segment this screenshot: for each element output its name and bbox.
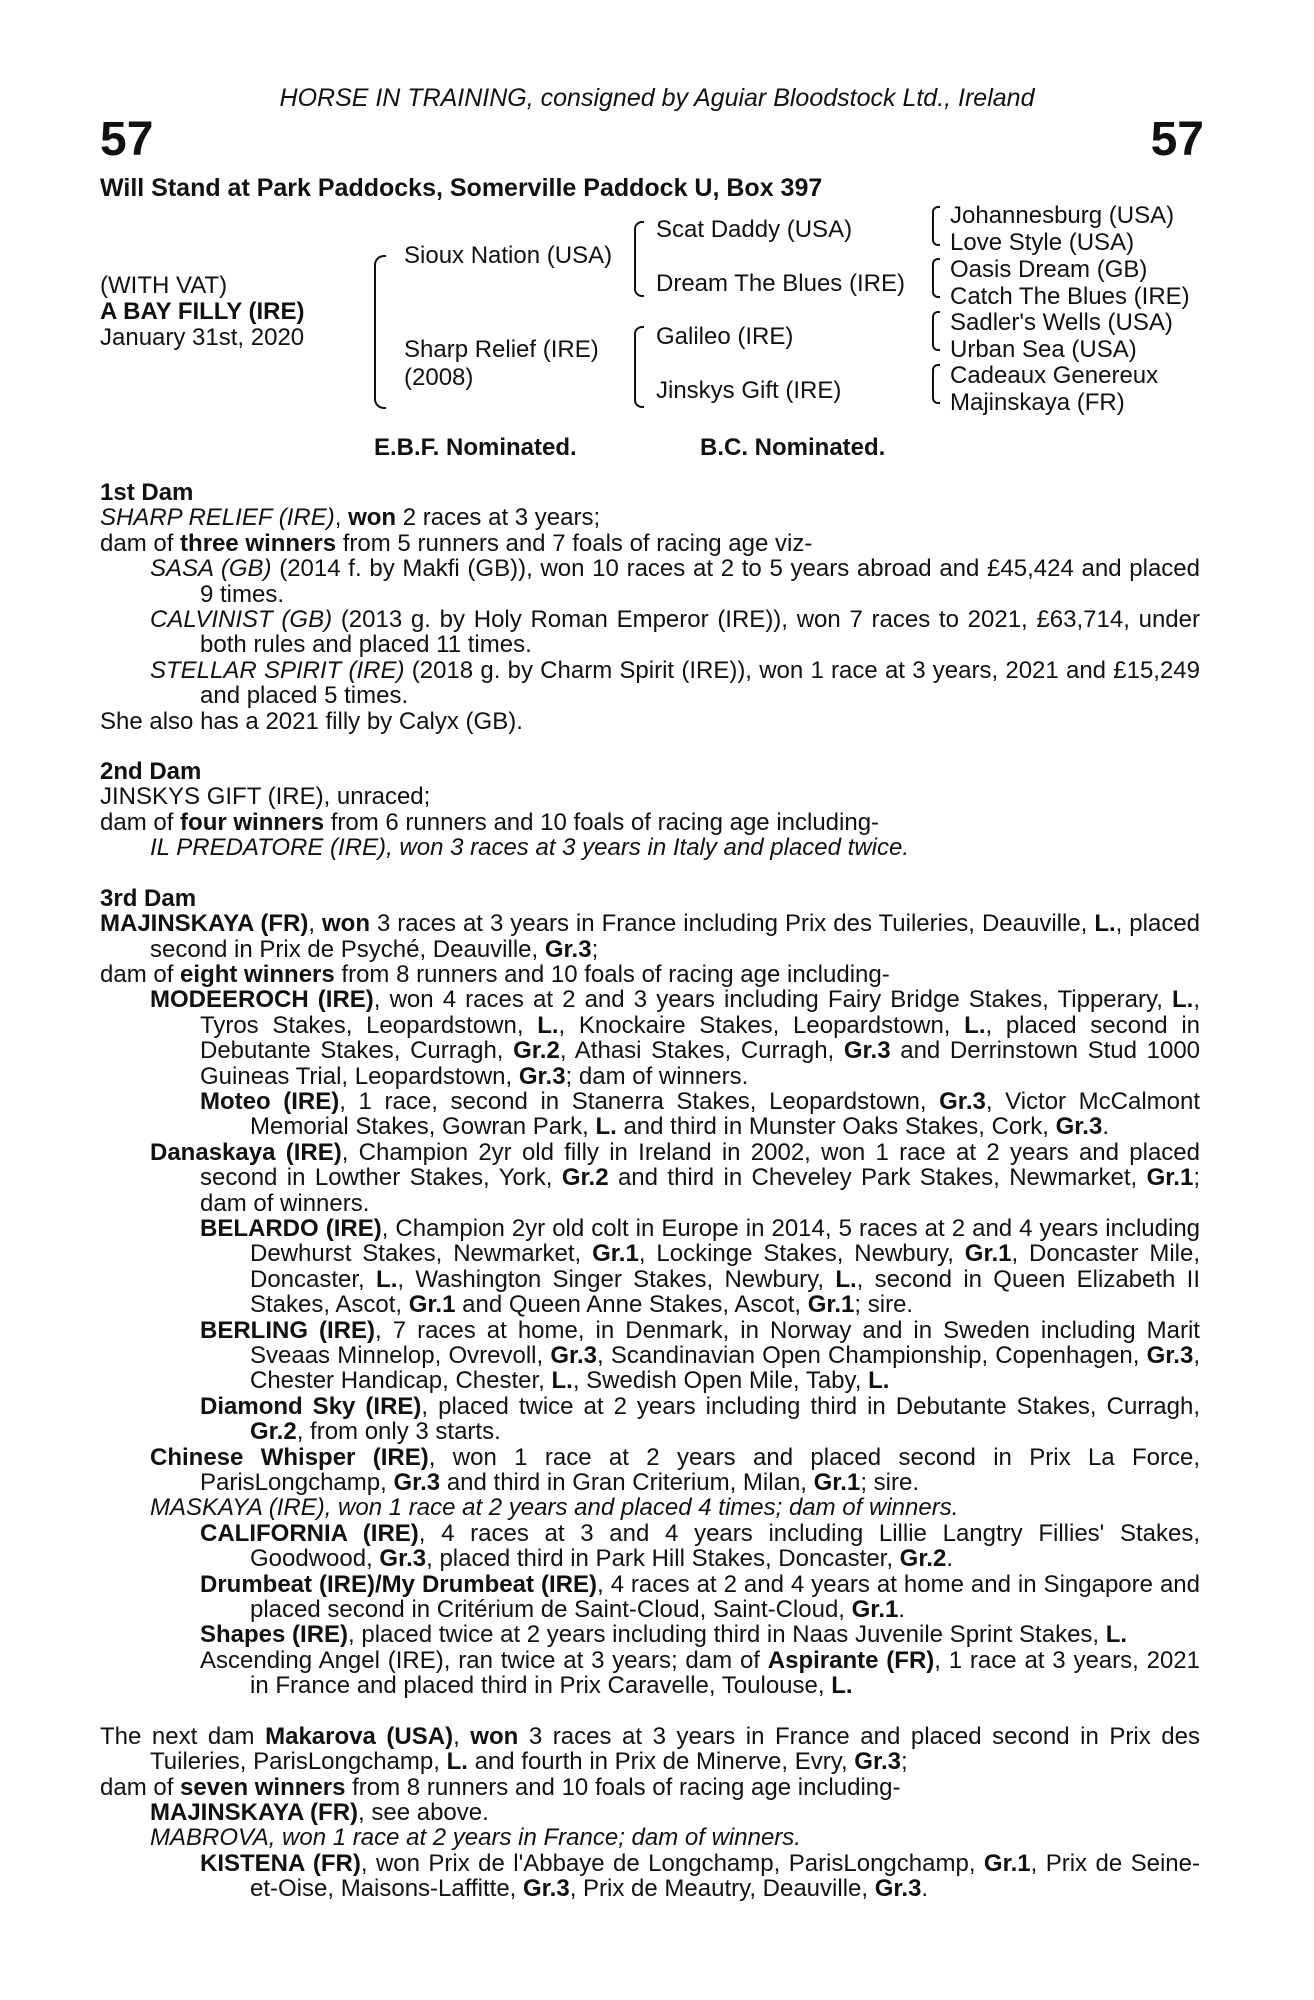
bold-text: Gr.2 [250, 1418, 297, 1446]
italic-text: MASKAYA (IRE) [150, 1494, 325, 1522]
text-run: and fourth in Prix de Minerve, Evry, [467, 1748, 855, 1776]
vat-note: (WITH VAT) [100, 272, 228, 299]
text-run: . [898, 1596, 906, 1624]
text-run: from 6 runners and 10 foals of racing age including- [324, 808, 880, 836]
bold-text: Makarova (USA) [265, 1722, 454, 1750]
text-run: , Prix de Seine-et-Oise, Maisons-Laffitte, [250, 1849, 1200, 1903]
text-run: . [921, 1875, 929, 1903]
text-run: , Washington Singer Stakes, Newbury, [397, 1265, 836, 1293]
text-run: JINSKYS GIFT (IRE), unraced; [100, 783, 431, 811]
date-of-birth: January 31st, 2020 [100, 324, 305, 351]
bold-text: Gr.3 [1146, 1342, 1194, 1369]
bold-text: Gr.3 [939, 1087, 986, 1115]
text-run: , won 1 race at 2 years and placed second in Prix La Force, ParisLongchamp, [200, 1443, 1201, 1497]
italic-text: CALVINIST (GB) [150, 606, 333, 634]
pedigree-g4: Catch The Blues (IRE) [950, 283, 1190, 310]
bold-text: Gr.1 [851, 1596, 899, 1624]
first-dam-produce-summary [100, 531, 1200, 556]
italic-text: SASA (GB) [150, 555, 272, 583]
text-run: , from only 3 starts. [296, 1418, 501, 1446]
text-run: , 4 races at 3 and 4 years including Lillie Langtry Fillies' Stakes, Goodwood, [250, 1519, 1200, 1573]
ebf-nomination: E.B.F. Nominated. [374, 434, 577, 461]
text-run: 2 races at 3 years; [396, 504, 601, 532]
bold-text: won [322, 910, 370, 938]
pedigree-g5: Sadler's Wells (USA) [950, 309, 1173, 336]
next-dam-produce-summary [100, 1775, 1200, 1800]
text-run: and third in Cheveley Park Stakes, Newmarket, [608, 1164, 1147, 1192]
bold-text: Chinese Whisper (IRE) [150, 1443, 429, 1471]
pedigree-dam-dam: Jinskys Gift (IRE) [656, 377, 842, 404]
pedigree-g2: Love Style (USA) [950, 229, 1135, 256]
third-dam-produce-summary [100, 962, 1200, 987]
bold-text: BELARDO (IRE) [200, 1214, 382, 1242]
bold-text: MODEEROCH (IRE) [150, 986, 374, 1014]
pedigree-g1: Johannesburg (USA) [950, 202, 1175, 229]
brace-g12 [932, 206, 940, 246]
horse-name: A BAY FILLY (IRE) [100, 298, 305, 325]
text-run: , placed second in Debutante Stakes, Curragh, [200, 1011, 1200, 1065]
text-run: , Prix de Meautry, Deauville, [569, 1875, 875, 1903]
bold-text: BERLING (IRE) [200, 1316, 376, 1344]
bold-text: Gr.3 [874, 1875, 922, 1903]
bc-nomination: B.C. Nominated. [700, 434, 886, 461]
bold-text: Gr.3 [523, 1875, 570, 1903]
text-run: , Athasi Stakes, Curragh, [559, 1037, 844, 1065]
text-run: , Lockinge Stakes, Newbury, [638, 1240, 965, 1268]
text-run: 3 races at 3 years in France including Prix des Tuileries, Deauville, [370, 910, 1095, 938]
text-run: , [334, 504, 349, 532]
text-run: dam of [100, 529, 181, 557]
text-run: and Queen Anne Stakes, Ascot, [455, 1291, 808, 1319]
text-run: She also has a 2021 filly by Calyx (GB). [100, 707, 523, 735]
lot-number-left: 57 [100, 113, 154, 166]
bold-text: Shapes (IRE) [200, 1621, 349, 1649]
text-run: The next dam [100, 1722, 266, 1750]
text-run: and third in Gran Criterium, Milan, [440, 1469, 814, 1497]
text-run: , Knockaire Stakes, Leopardstown, [558, 1011, 965, 1039]
second-dam-line [100, 784, 1200, 809]
bold-text: Gr.1 [408, 1291, 456, 1319]
text-run: , [453, 1722, 471, 1750]
text-run: , Swedish Open Mile, Taby, [572, 1367, 869, 1395]
produce-entry [100, 1495, 1200, 1520]
text-run: , placed twice at 2 years including third in Debutante Stakes, Curragh, [421, 1392, 1200, 1420]
text-run: ; sire. [854, 1291, 914, 1319]
catalogue-body [100, 480, 1200, 1902]
italic-text: SHARP RELIEF (IRE) [100, 504, 335, 532]
text-run: ; [591, 935, 599, 963]
bold-text: L. [868, 1367, 890, 1395]
produce-entry [100, 1521, 1200, 1572]
bold-text: Gr.3 [379, 1545, 427, 1573]
brace-gen1 [374, 255, 386, 409]
bold-text: Gr.2 [513, 1037, 560, 1065]
bold-text: L. [1094, 910, 1116, 938]
text-run: (2018 g. by Charm Spirit (IRE)), won 1 race at 3 years, 2021 and £15,249 and placed 5 times. [200, 656, 1201, 710]
bold-text: Drumbeat (IRE)/My Drumbeat (IRE) [200, 1570, 597, 1598]
bold-text: MAJINSKAYA (FR) [150, 1798, 359, 1826]
text-run: . [946, 1545, 954, 1573]
text-run: dam of [100, 960, 181, 988]
produce-entry [100, 1851, 1200, 1902]
text-run: , 1 race, second in Stanerra Stakes, Leopardstown, [339, 1087, 940, 1115]
bold-text: Moteo (IRE) [200, 1087, 340, 1115]
text-run: , won Prix de l'Abbaye de Longchamp, ParisLongchamp, [360, 1849, 984, 1877]
produce-entry [100, 1318, 1200, 1394]
produce-entry [100, 835, 1200, 860]
bold-text: L. [537, 1011, 559, 1039]
lot-number-right: 57 [1150, 113, 1204, 166]
produce-entry [100, 658, 1200, 709]
brace-sire [634, 221, 644, 297]
italic-text: , won 3 races at 3 years in Italy and placed twice. [386, 834, 909, 862]
text-run: from 5 runners and 7 foals of racing age viz- [336, 529, 813, 557]
bold-text: Gr.3 [544, 935, 592, 963]
text-run: , Victor McCalmont Memorial Stakes, Gowran Park, [250, 1087, 1201, 1141]
bold-text: Danaskaya (IRE) [150, 1138, 342, 1166]
text-run: ; [901, 1748, 908, 1776]
text-run: , see above. [358, 1798, 489, 1826]
third-dam-heading: 3rd Dam [100, 884, 197, 912]
bold-text: Gr.2 [899, 1545, 947, 1573]
bold-text: four winners [180, 808, 325, 836]
brace-dam [634, 326, 644, 408]
text-run: from 8 runners and 10 foals of racing age including- [334, 960, 890, 988]
text-run: ; sire. [860, 1469, 920, 1497]
italic-text: STELLAR SPIRIT (IRE) [150, 656, 405, 684]
produce-entry [100, 1800, 1200, 1825]
bold-text: Gr.3 [518, 1062, 566, 1090]
brace-g34 [932, 258, 940, 298]
bold-text: CALIFORNIA (IRE) [200, 1519, 419, 1547]
pedigree-sire: Sioux Nation (USA) [404, 242, 613, 269]
pedigree-g8: Majinskaya (FR) [950, 389, 1125, 416]
text-run: , Tyros Stakes, Leopardstown, [200, 986, 1200, 1039]
bold-text: Gr.1 [1146, 1164, 1194, 1192]
produce-entry [100, 1216, 1200, 1318]
text-run: (2013 g. by Holy Roman Emperor (IRE)), won 7 races to 2021, £63,714, under both rules and placed 11 times. [200, 606, 1200, 659]
pedigree-g7: Cadeaux Genereux [950, 362, 1159, 389]
bold-text: MAJINSKAYA (FR) [100, 910, 309, 938]
bold-text: Gr.3 [1055, 1113, 1103, 1141]
stand-location: Will Stand at Park Paddocks, Somerville Paddock U, Box 397 [100, 174, 823, 202]
bold-text: L. [551, 1367, 573, 1395]
produce-entry [100, 1572, 1200, 1623]
text-run: , Champion 2yr old colt in Europe in 2014, 5 races at 2 and 4 years including Dewhurst Stakes, Newmarket, [250, 1214, 1201, 1268]
text-run: , [308, 910, 322, 938]
pedigree-dam: Sharp Relief (IRE) [404, 336, 599, 363]
bold-text: won [348, 504, 397, 532]
text-run: and third in Munster Oaks Stakes, Cork, [616, 1113, 1056, 1141]
bold-text: L. [831, 1672, 853, 1700]
bold-text: seven winners [180, 1773, 346, 1801]
bold-text: Gr.3 [550, 1342, 598, 1369]
text-run: , second in Queen Elizabeth II Stakes, Ascot, [250, 1265, 1200, 1319]
bold-text: three winners [180, 529, 337, 557]
second-dam-produce-summary [100, 810, 1200, 835]
first-dam-note [100, 709, 1200, 734]
text-run: and Derrinstown Stud 1000 Guineas Trial, Leopardstown, [200, 1037, 1201, 1090]
pedigree-g3: Oasis Dream (GB) [950, 256, 1148, 283]
bold-text: L. [376, 1265, 398, 1293]
first-dam-line [100, 505, 1200, 530]
produce-entry [100, 607, 1200, 658]
bold-text: eight winners [180, 960, 335, 988]
text-run: Ascending Angel (IRE), ran twice at 3 years; dam of [200, 1646, 768, 1674]
bold-text: L. [595, 1113, 617, 1141]
produce-entry [100, 1648, 1200, 1699]
text-run: , placed third in Park Hill Stakes, Doncaster, [426, 1545, 900, 1573]
consignment-header: HORSE IN TRAINING, consigned by Aguiar Bloodstock Ltd., Ireland [279, 84, 1035, 112]
produce-entry [100, 1445, 1200, 1496]
text-run: , won 4 races at 2 and 3 years including Fairy Bridge Stakes, Tipperary, [373, 986, 1172, 1014]
bold-text: L. [446, 1748, 468, 1776]
bold-text: Gr.1 [592, 1240, 639, 1268]
bold-text: Gr.3 [854, 1748, 901, 1776]
produce-entry [100, 1394, 1200, 1445]
pedigree-g6: Urban Sea (USA) [950, 336, 1137, 363]
text-run: 3 races at 3 years in France and placed second in Prix des Tuileries, ParisLongchamp, [150, 1722, 1200, 1776]
text-run: , 7 races at home, in Denmark, in Norway and in Sweden including Marit Sveaas Minnelop, Ovrevoll, [250, 1316, 1200, 1369]
produce-entry [100, 1622, 1200, 1647]
text-run: , Chester Handicap, Chester, [250, 1342, 1200, 1395]
pedigree-dam-year: (2008) [404, 364, 474, 391]
italic-text: , won 1 race at 2 years and placed 4 times; dam of winners. [324, 1494, 959, 1522]
text-run: dam of [100, 1773, 181, 1801]
text-run: , placed second in Prix de Psyché, Deauville, [150, 910, 1201, 963]
text-run: ; dam of winners. [565, 1062, 749, 1090]
bold-text: Gr.3 [843, 1037, 891, 1065]
produce-entry [100, 987, 1200, 1089]
italic-text: MABROVA [150, 1824, 269, 1852]
produce-entry [100, 1825, 1200, 1850]
italic-text: , won 1 race at 2 years in France; dam of winners. [268, 1824, 801, 1852]
brace-g56 [932, 311, 940, 351]
bold-text: Gr.1 [807, 1291, 855, 1319]
next-dam-line [100, 1724, 1200, 1775]
bold-text: Gr.1 [983, 1849, 1031, 1877]
text-run: from 8 runners and 10 foals of racing age including- [345, 1773, 901, 1801]
bold-text: won [470, 1722, 519, 1750]
produce-entry [100, 556, 1200, 607]
text-run: , 1 race at 3 years, 2021 in France and placed third in Prix Caravelle, Toulouse, [250, 1646, 1201, 1700]
text-run: , 4 races at 2 and 4 years at home and in Singapore and placed second in Critérium de Saint-Cloud, Saint-Cloud, [250, 1570, 1200, 1624]
bold-text: L. [835, 1265, 857, 1293]
bold-text: Gr.3 [393, 1469, 441, 1497]
bold-text: L. [1172, 986, 1194, 1014]
pedigree-sire-sire: Scat Daddy (USA) [656, 216, 853, 243]
text-run: , Doncaster Mile, Doncaster, [250, 1240, 1200, 1293]
produce-entry [100, 1140, 1200, 1216]
text-run: . [1102, 1113, 1109, 1141]
text-run: , Champion 2yr old filly in Ireland in 2002, won 1 race at 2 years and placed second in Lowther Stakes, York, [200, 1138, 1200, 1192]
text-run: (2014 f. by Makfi (GB)), won 10 races at 2 to 5 years abroad and £45,424 and placed 9 times. [200, 555, 1201, 608]
bold-text: Gr.2 [561, 1164, 609, 1192]
text-run: , Scandinavian Open Championship, Copenhagen, [597, 1342, 1147, 1369]
third-dam-line [100, 911, 1200, 962]
text-run: dam of [100, 808, 181, 836]
pedigree-sire-dam: Dream The Blues (IRE) [656, 270, 905, 297]
produce-entry [100, 1089, 1200, 1140]
bold-text: Gr.1 [964, 1240, 1012, 1268]
bold-text: L. [1105, 1621, 1128, 1649]
bold-text: KISTENA (FR) [200, 1849, 361, 1877]
text-run: ; dam of winners. [200, 1164, 1200, 1217]
bold-text: Diamond Sky (IRE) [200, 1392, 422, 1420]
bold-text: Aspirante (FR) [767, 1646, 935, 1674]
bold-text: L. [964, 1011, 986, 1039]
brace-g78 [932, 364, 940, 404]
text-run: , placed twice at 2 years including third in Naas Juvenile Sprint Stakes, [348, 1621, 1106, 1649]
italic-text: IL PREDATORE (IRE) [150, 834, 387, 862]
first-dam-heading: 1st Dam [100, 479, 194, 506]
pedigree-dam-sire: Galileo (IRE) [656, 323, 794, 350]
bold-text: Gr.1 [813, 1469, 861, 1497]
second-dam-heading: 2nd Dam [100, 758, 202, 786]
